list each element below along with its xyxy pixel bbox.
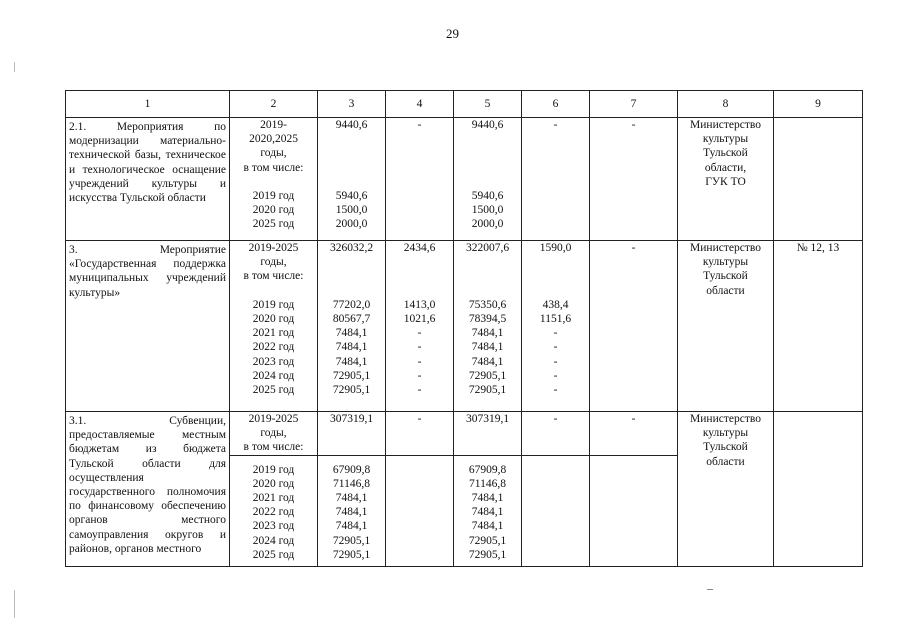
year-value: 7484,1 [335,341,368,354]
total-value: - [631,119,636,131]
year-value: 2000,0 [335,218,368,231]
responsible-line: ГУК ТО [705,175,746,188]
header-cell: 5 [454,91,522,118]
local-amount-cell [522,241,590,412]
period-line: 2020,2025 [249,133,298,146]
total-amount-cell [318,241,386,412]
period-line: 2019-2025 [248,413,299,425]
year-value: 71146,8 [333,477,370,490]
total-value: - [417,119,422,131]
period-cell [230,118,318,241]
responsible-line: культуры [702,427,749,440]
total-value: - [631,413,636,425]
period-cell [230,455,318,566]
header-cell: 4 [386,91,454,118]
year-value: - [417,369,422,382]
total-value: 1590,0 [539,242,572,254]
regional-amount-cell [454,412,522,456]
year-label: 2025 год [252,218,295,231]
scan-margin-mark [14,590,15,618]
year-value: - [417,341,422,354]
year-value: 67909,8 [468,463,507,476]
regional-amount-cell [454,118,522,241]
period-line: в том числе: [243,441,304,454]
year-value: 78394,5 [468,312,507,325]
year-value: - [553,383,558,396]
period-line: 2019- [260,119,287,131]
year-value: 67909,8 [332,463,371,476]
year-value: - [417,327,422,340]
year-value: 1500,0 [335,204,368,217]
year-value: 7484,1 [335,355,368,368]
year-label: 2023 год [252,520,295,533]
row-description: 3.1. Субвенции, предоставляемые местным бюджетам из бюджета Тульской области для осуществления государственного полномочия по финансовому обеспечению органов местного самоуправления округов и районов, органов местного [66,412,230,567]
year-value: 7484,1 [335,327,368,340]
page-number: 29 [446,26,459,41]
year-label: 2021 год [252,327,295,340]
responsible-line: Министерство [690,242,761,254]
total-amount-cell [318,455,386,566]
year-value: 7484,1 [335,491,368,504]
total-value: 9440,6 [471,119,504,131]
other-amount-cell [590,118,678,241]
year-label: 2022 год [252,341,295,354]
period-line: в том числе: [243,161,304,174]
responsible-line: области [706,455,745,468]
year-label: 2022 год [252,506,295,519]
year-label: 2019 год [252,298,295,311]
other-amount-cell [590,455,678,566]
year-label: 2025 год [252,548,295,561]
federal-amount-cell [386,412,454,456]
period-line: в том числе: [243,270,304,283]
local-amount-cell [522,118,590,241]
responsible-line: области, [704,161,747,174]
year-value: 7484,1 [471,506,504,519]
table-row [66,241,863,412]
year-value: - [553,355,558,368]
period-line: годы, [260,256,287,269]
year-value: - [553,341,558,354]
year-label: 2024 год [252,369,295,382]
header-row [66,91,863,118]
year-value: 71146,8 [469,477,506,490]
total-value: - [417,413,422,425]
total-amount-cell [318,118,386,241]
total-value: 2434,6 [403,242,436,254]
year-value: 72905,1 [468,548,507,561]
responsible-line: Тульской [703,441,748,454]
scan-footer-mark [707,589,713,590]
responsible-line: Тульской [703,270,748,283]
federal-amount-cell [386,118,454,241]
table-row [66,118,863,241]
year-value: 7484,1 [471,355,504,368]
regional-amount-cell [454,241,522,412]
scan-margin-mark [14,62,15,72]
responsible-line: Министерство [690,413,761,425]
year-value: 1500,0 [471,204,504,217]
year-value: 7484,1 [335,520,368,533]
year-value: 72905,1 [468,534,507,547]
year-value: - [417,355,422,368]
responsible-cell [678,412,774,567]
total-value: 326032,2 [329,242,374,254]
year-value: 72905,1 [332,369,371,382]
budget-table [65,90,863,567]
year-value: 5940,6 [471,189,504,202]
other-amount-cell [590,412,678,456]
row-description: 2.1. Мероприятия по модернизации материально-технической базы, техническое и технологическое оснащение учреждений культуры и искусства Тульской области [66,118,230,241]
header-cell: 7 [590,91,678,118]
year-value: 80567,7 [332,312,371,325]
table-row [66,412,863,456]
year-label: 2019 год [252,189,295,202]
header-cell: 1 [66,91,230,118]
responsible-line: культуры [702,133,749,146]
responsible-line: Министерство [690,119,761,131]
period-line: годы, [260,427,287,440]
total-value: 9440,6 [335,119,368,131]
year-label: 2020 год [252,477,295,490]
year-value: 75350,6 [468,298,507,311]
row-description: 3. Мероприятие «Государственная поддержка муниципальных учреждений культуры» [66,241,230,412]
other-amount-cell [590,241,678,412]
responsible-cell [678,241,774,412]
year-value: 72905,1 [332,548,371,561]
regional-amount-cell [454,455,522,566]
year-value: 77202,0 [332,298,371,311]
period-line: годы, [260,147,287,160]
year-value: 7484,1 [471,341,504,354]
year-value: 7484,1 [471,327,504,340]
total-value: - [553,413,558,425]
responsible-line: культуры [702,256,749,269]
total-amount-cell [318,412,386,456]
year-value: 1151,6 [539,312,572,325]
indicator-cell [774,118,863,241]
year-value: 7484,1 [335,506,368,519]
year-label: 2020 год [252,312,295,325]
header-cell: 2 [230,91,318,118]
period-cell [230,241,318,412]
year-label: 2024 год [252,534,295,547]
responsible-line: области [706,284,745,297]
indicator-cell: № 12, 13 [774,241,863,412]
year-value: 1413,0 [403,298,436,311]
total-value: - [553,119,558,131]
year-value: 72905,1 [468,369,507,382]
year-value: 7484,1 [471,491,504,504]
year-value: - [553,327,558,340]
year-label: 2019 год [252,463,295,476]
year-label: 2021 год [252,491,295,504]
year-label: 2020 год [252,204,295,217]
header-cell: 9 [774,91,863,118]
year-label: 2023 год [252,355,295,368]
total-value: 307319,1 [329,413,374,425]
year-label: 2025 год [252,383,295,396]
header-cell: 8 [678,91,774,118]
total-value: 322007,6 [465,242,510,254]
period-line: 2019-2025 [248,242,299,254]
total-value: 307319,1 [465,413,510,425]
local-amount-cell [522,412,590,456]
year-value: - [553,369,558,382]
local-amount-cell [522,455,590,566]
year-value: 72905,1 [332,534,371,547]
header-cell: 6 [522,91,590,118]
year-value: 438,4 [542,298,569,311]
federal-amount-cell [386,241,454,412]
year-value: 5940,6 [335,189,368,202]
year-value: 72905,1 [332,383,371,396]
indicator-cell [774,412,863,567]
federal-amount-cell [386,455,454,566]
header-cell: 3 [318,91,386,118]
year-value: 72905,1 [468,383,507,396]
period-cell [230,412,318,456]
year-value: 2000,0 [471,218,504,231]
year-value: 1021,6 [403,312,436,325]
year-value: - [417,383,422,396]
responsible-line: Тульской [703,147,748,160]
responsible-cell [678,118,774,241]
total-value: - [631,242,636,254]
year-value: 7484,1 [471,520,504,533]
